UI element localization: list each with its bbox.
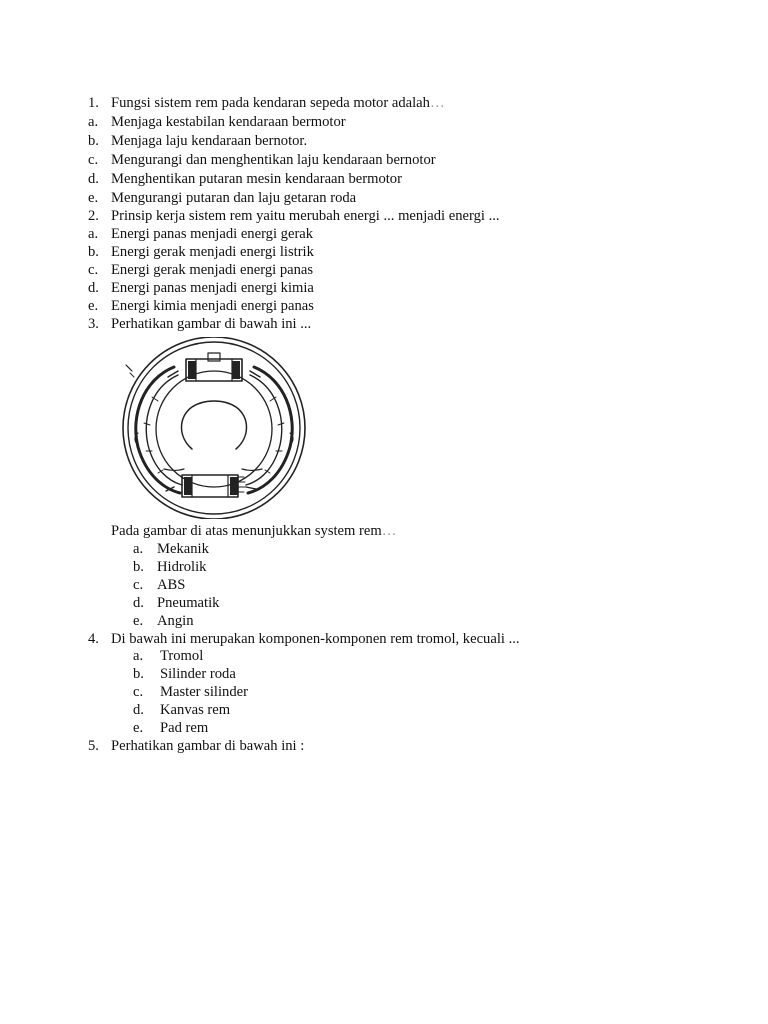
option-marker: b. [88,244,99,260]
question-ellipsis: … [429,95,445,111]
option-text: Menghentikan putaran mesin kendaraan bermotor [111,171,402,187]
option-marker: b. [133,559,144,575]
option-marker: e. [88,190,99,206]
option-text: ABS [157,577,186,593]
option-marker: c. [88,262,99,278]
option-marker: d. [88,280,99,296]
option-marker: b. [133,666,144,682]
drum-brake-illustration-icon [112,337,316,519]
option-marker: c. [133,684,144,700]
option-text: Mekanik [157,541,209,557]
question-text: Prinsip kerja sistem rem yaitu merubah energi ... menjadi energi ... [111,208,500,224]
option-text: Tromol [160,648,204,664]
question-text: Perhatikan gambar di bawah ini : [111,738,305,754]
option-marker: c. [133,577,144,593]
question-number: 4. [88,631,99,647]
option-marker: a. [133,648,144,664]
option-marker: d. [133,595,144,611]
option-text: Pad rem [160,720,209,736]
question-number: 3. [88,316,99,332]
option-text: Mengurangi putaran dan laju getaran roda [111,190,357,206]
option-text: Kanvas rem [160,702,231,718]
option-marker: b. [88,133,99,149]
question-stem-ellipsis: … [381,523,397,539]
question-text: Fungsi sistem rem pada kendaran sepeda motor adalah [111,95,430,111]
option-marker: e. [88,298,99,314]
option-text: Energi gerak menjadi energi listrik [111,244,314,260]
option-text: Energi panas menjadi energi kimia [111,280,314,296]
option-text: Hidrolik [157,559,207,575]
option-text: Silinder roda [160,666,236,682]
option-text: Menjaga laju kendaraan bernotor. [111,133,308,149]
option-text: Angin [157,613,194,629]
option-text: Pneumatik [157,595,220,611]
option-text: Energi gerak menjadi energi panas [111,262,314,278]
question-text: Di bawah ini merupakan komponen-komponen rem tromol, kecuali ... [111,631,520,647]
option-marker: a. [88,114,99,130]
question-text: Perhatikan gambar di bawah ini ... [111,316,312,332]
option-marker: c. [88,152,99,168]
question-number: 2. [88,208,99,224]
option-marker: d. [133,702,144,718]
option-marker: e. [133,613,144,629]
option-text: Master silinder [160,684,248,700]
option-text: Mengurangi dan menghentikan laju kendaraan bernotor [111,152,436,168]
option-text: Menjaga kestabilan kendaraan bermotor [111,114,346,130]
question-number: 1. [88,95,99,111]
option-marker: e. [133,720,144,736]
option-marker: d. [88,171,99,187]
question-stem-text: Pada gambar di atas menunjukkan system rem [111,523,382,539]
question-number: 5. [88,738,99,754]
option-marker: a. [88,226,99,242]
option-marker: a. [133,541,144,557]
option-text: Energi panas menjadi energi gerak [111,226,314,242]
option-text: Energi kimia menjadi energi panas [111,298,314,314]
